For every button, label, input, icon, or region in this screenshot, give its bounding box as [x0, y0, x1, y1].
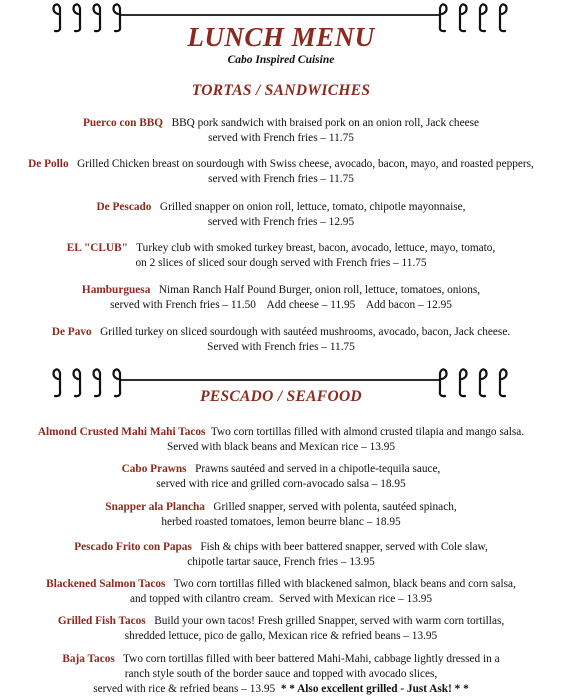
item-name: Hamburguesa — [81, 284, 151, 296]
item-description: Turkey club with smoked turkey breast, bacon, avocado, lettuce, mayo, tomato, — [136, 242, 496, 254]
item-price-line: chipotle tartar sauce, French fries – 13.95 — [187, 556, 375, 568]
menu-item — [0, 540, 562, 570]
item-name: Almond Crusted Mahi Mahi Tacos — [37, 426, 206, 438]
menu-item — [0, 200, 562, 230]
item-name: Snapper ala Plancha — [105, 501, 205, 513]
item-name: De Pavo — [51, 326, 92, 338]
item-description: Grilled snapper on onion roll, lettuce, tomato, chipotle mayonnaise, — [159, 201, 466, 213]
item-name: Blackened Salmon Tacos — [46, 578, 166, 590]
menu-item — [0, 157, 562, 187]
item-price-line: served with French fries – 11.75 — [208, 173, 354, 185]
item-price-line: on 2 slices of sliced sour dough served with French fries – 11.75 — [135, 257, 427, 269]
item-description: Grilled Chicken breast on sourdough with Swiss cheese, avocado, bacon, mayo, and roasted peppers, — [77, 158, 534, 170]
menu-subtitle: Cabo Inspired Cuisine — [227, 54, 335, 66]
item-name: Grilled Fish Tacos — [57, 615, 146, 627]
item-price-line: and topped with cilantro cream. Served with Mexican rice – 13.95 — [129, 593, 433, 605]
menu-item — [0, 283, 562, 313]
item-price-line: served with rice & refried beans – 13.95 — [93, 683, 276, 695]
item-price-line: served with French fries – 11.50 Add cheese – 11.95 Add bacon – 12.95 — [110, 299, 452, 311]
item-description: Prawns sautéed and served in a chipotle-tequila sauce, — [195, 463, 441, 475]
item-description: BBQ pork sandwich with braised pork on an onion roll, Jack cheese — [171, 117, 480, 129]
item-description: Two corn tortillas filled with beer battered Mahi-Mahi, cabbage lightly dressed in a — [123, 653, 500, 665]
item-name: EL "CLUB" — [66, 242, 128, 254]
item-name: Pescado Frito con Papas — [74, 541, 192, 553]
item-description: Fish & chips with beer battered snapper, served with Cole slaw, — [200, 541, 488, 553]
menu-item — [0, 500, 562, 530]
item-name: Puerco con BBQ — [82, 117, 164, 129]
item-name: Cabo Prawns — [121, 463, 187, 475]
menu-item — [0, 425, 562, 455]
item-description: Two corn tortillas filled with almond crusted tilapia and mango salsa. — [210, 426, 525, 438]
menu-item — [0, 652, 562, 697]
item-description: Grilled snapper, served with polenta, sautéed spinach, — [213, 501, 457, 513]
item-name: De Pollo — [28, 158, 69, 170]
item-description: Build your own tacos! Fresh grilled Snapper, served with warm corn tortillas, — [154, 615, 505, 627]
menu-item — [0, 325, 562, 355]
item-name: De Pescado — [96, 201, 152, 213]
item-note: * * Also excellent grilled - Just Ask! * * — [280, 683, 469, 695]
item-price-line: served with French fries – 12.95 — [207, 216, 355, 228]
menu-item — [0, 116, 562, 146]
item-price-line: served with French fries – 11.75 — [208, 132, 354, 144]
item-price-line: Served with French fries – 11.75 — [207, 341, 355, 353]
menu-item — [0, 241, 562, 271]
item-description: Two corn tortillas filled with blackened salmon, black beans and corn salsa, — [173, 578, 516, 590]
menu-item — [0, 614, 562, 644]
item-name: Baja Tacos — [62, 653, 115, 665]
item-description: Grilled turkey on sliced sourdough with sautéed mushrooms, avocado, bacon, Jack cheese. — [100, 326, 511, 338]
item-price-line: shredded lettuce, pico de gallo, Mexican rice & refried beans – 13.95 — [124, 630, 438, 642]
item-price-line: Served with black beans and Mexican rice – 13.95 — [166, 441, 396, 453]
item-description: Niman Ranch Half Pound Burger, onion roll, lettuce, tomatoes, onions, — [158, 284, 481, 296]
section-heading-seafood: PESCADO / SEAFOOD — [200, 388, 362, 405]
item-price-line: served with rice and grilled corn-avocado salsa – 18.95 — [156, 478, 406, 490]
section-heading-sandwiches: TORTAS / SANDWICHES — [191, 82, 371, 99]
item-description-cont: ranch style south of the border sauce and topped with avocado slices, — [124, 668, 438, 680]
item-price-line: herbed roasted tomatoes, lemon beurre blanc – 18.95 — [161, 516, 401, 528]
menu-title: LUNCH MENU — [187, 22, 375, 52]
menu-item — [0, 462, 562, 492]
menu-item — [0, 577, 562, 607]
